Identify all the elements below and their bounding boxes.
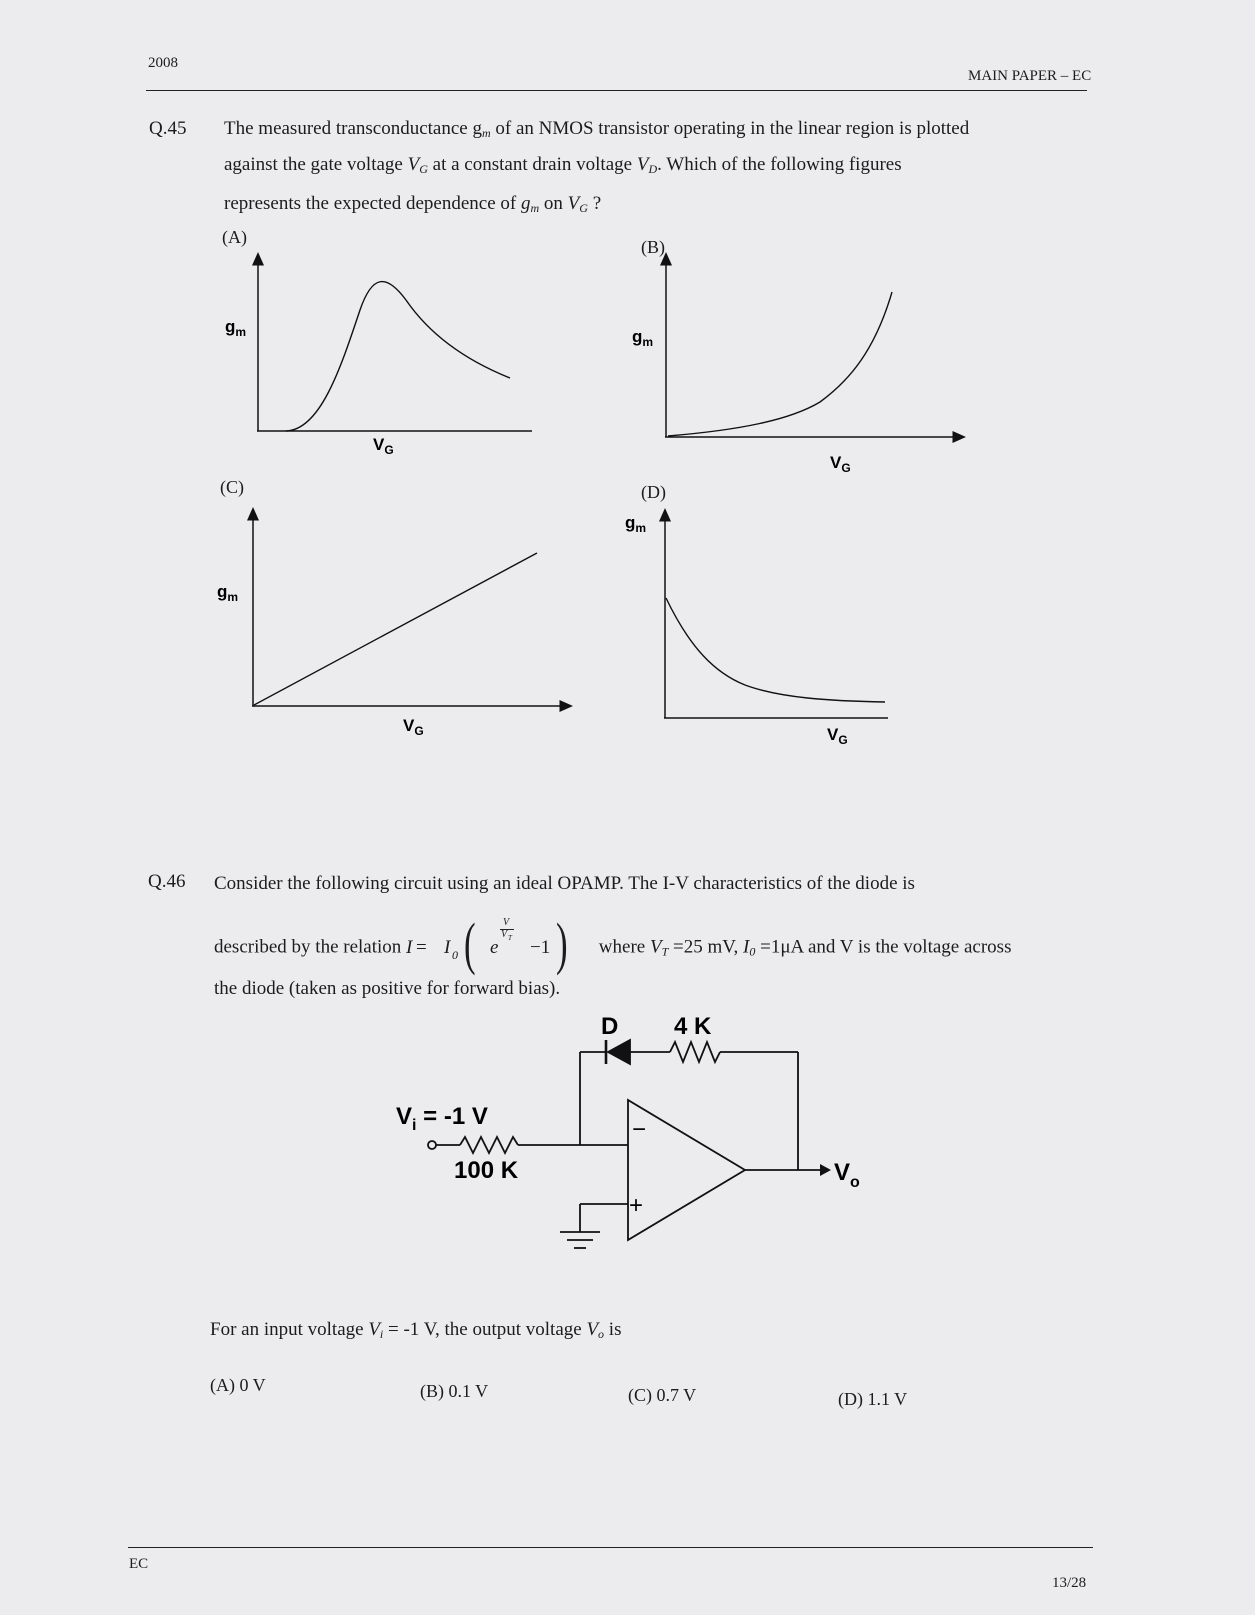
opamp-noninverting-sign: + — [629, 1192, 644, 1219]
q46-line-2: described by the relation I = I 0 ( e V V T −1 ) where $V_T =25$ mV, $I_0 =1\mu A$ and V is the voltage across — [214, 911, 1012, 976]
graph-b-label: (B) — [641, 237, 665, 257]
output-arrow — [820, 1164, 831, 1176]
q46-number: Q.46 — [148, 871, 186, 892]
q46-option-d: (D) 1.1 V — [838, 1389, 908, 1409]
graph-a-y-label: $g_m$ — [225, 317, 247, 339]
q46-option-c: (C) 0.7 V — [628, 1385, 697, 1405]
input-resistor-label: 100 K — [454, 1157, 519, 1184]
q46-option-b: (B) 0.1 V — [420, 1381, 489, 1401]
input-terminal — [428, 1141, 436, 1149]
page-number: 13/28 — [1052, 1575, 1087, 1591]
diode-equation: I = I 0 ( e V V T −1 ) — [406, 911, 568, 976]
graph-c-y-label: $g_m$ — [217, 582, 239, 604]
graph-d — [625, 508, 920, 768]
footer-left: EC — [129, 1556, 149, 1572]
opamp-inverting-sign: − — [632, 1116, 647, 1143]
header-paper-title: MAIN PAPER – EC — [968, 68, 1092, 84]
graph-a-x-label: $V_G$ — [373, 435, 394, 457]
diode-label: D — [601, 1013, 619, 1040]
footer-rule — [128, 1547, 1093, 1548]
q45-number: Q.45 — [149, 118, 187, 139]
q46-option-a: (A) 0 V — [210, 1375, 266, 1395]
q45-line-1: The measured transconductance $g_m$ of an NMOS transistor operating in the linear region is plotted — [224, 118, 970, 140]
feedback-resistor — [670, 1042, 720, 1062]
graph-b — [620, 250, 970, 480]
graph-c-label: (C) — [220, 477, 244, 497]
q45-line-3: represents the expected dependence of $g_m$ on $V_G$ ? — [224, 193, 602, 215]
q46-line-3: the diode (taken as positive for forward bias). — [214, 978, 561, 999]
feedback-resistor-label: 4 K — [674, 1013, 712, 1040]
graph-d-x-label: $V_G$ — [827, 725, 848, 747]
q45-text — [224, 113, 1074, 224]
graph-d-y-label: $g_m$ — [625, 513, 647, 535]
output-voltage-label: $V_o$ — [834, 1159, 860, 1191]
header-year: 2008 — [148, 55, 178, 71]
graph-c-curve — [254, 553, 537, 705]
graph-d-label: (D) — [641, 482, 666, 502]
diode — [608, 1040, 630, 1064]
header-rule — [146, 90, 1087, 91]
q46-line-1: Consider the following circuit using an ideal OPAMP. The I-V characteristics of the diode is — [214, 873, 915, 894]
graph-a — [210, 250, 550, 455]
q45-line-2: against the gate voltage $V_G$ at a constant drain voltage $V_D$. Which of the following figures — [224, 154, 902, 176]
graph-a-curve — [286, 282, 510, 431]
input-resistor — [460, 1137, 518, 1153]
input-voltage-label: $V_i = -1$ V — [396, 1103, 488, 1134]
graph-d-curve — [666, 598, 885, 702]
graph-a-label: (A) — [222, 227, 247, 247]
opamp-circuit — [380, 1013, 900, 1295]
q46-prompt: For an input voltage $V_i = -1$ V, the output voltage $V_o$ is — [210, 1319, 622, 1341]
graph-b-x-label: $V_G$ — [830, 453, 851, 475]
graph-b-curve — [668, 292, 892, 436]
graph-c-x-label: $V_G$ — [403, 716, 424, 738]
graph-b-y-label: $g_m$ — [632, 327, 654, 349]
graph-c — [210, 505, 580, 745]
